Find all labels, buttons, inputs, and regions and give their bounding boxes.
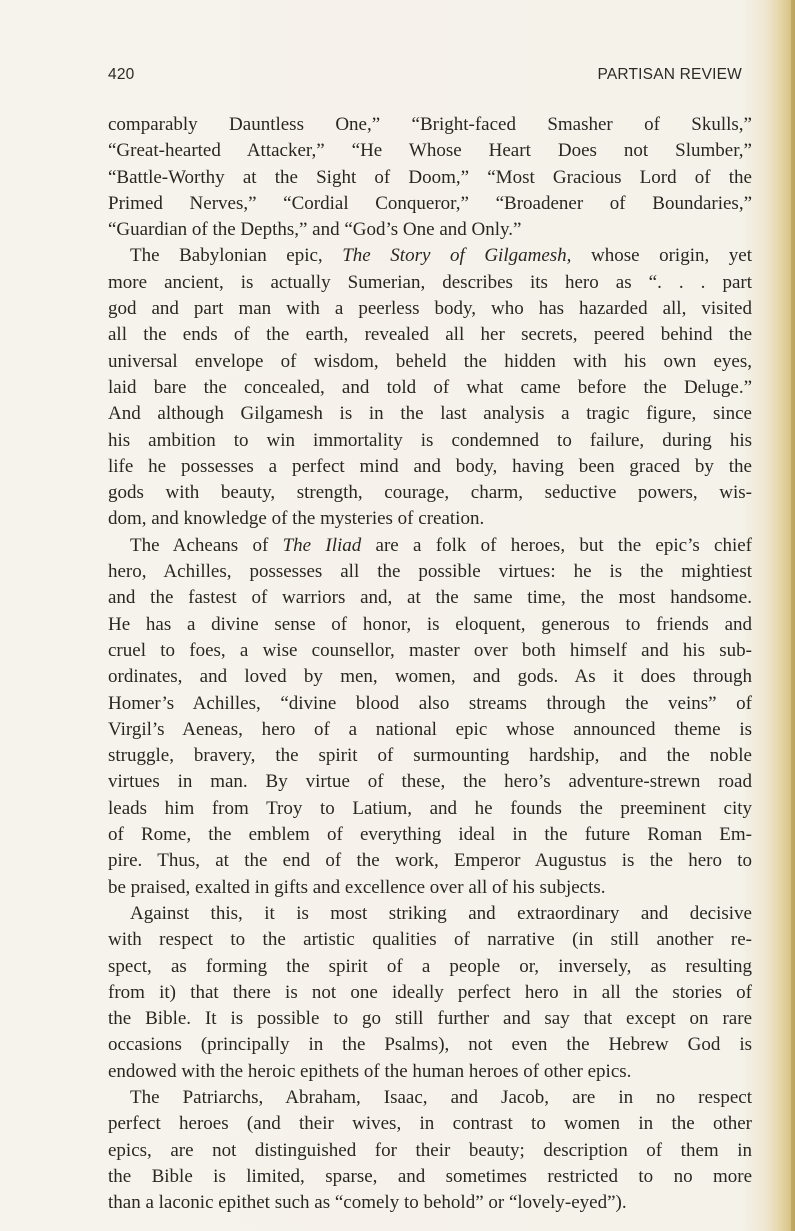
text-segment: “Great-hearted Attacker,” “He Whose Heart Does not Slumber,” xyxy=(108,140,752,162)
text-segment: the Bible. It is possible to go still further and say that except on rare xyxy=(108,1008,752,1030)
text-line xyxy=(108,296,752,322)
text-segment: from it) that there is not one ideally perfect hero in all the stories of xyxy=(108,981,752,1003)
text-line xyxy=(108,638,752,664)
text-segment: The Babylonian epic, xyxy=(130,245,343,267)
page-edge xyxy=(791,0,795,1231)
text-line xyxy=(108,1059,752,1085)
text-line xyxy=(108,1190,752,1216)
text-line xyxy=(108,585,752,611)
text-line xyxy=(108,322,752,348)
paragraph xyxy=(108,901,752,1085)
text-segment: perfect heroes (and their wives, in contrast to women in the other xyxy=(108,1113,752,1135)
text-line xyxy=(108,1138,752,1164)
text-segment: be praised, exalted in gifts and excellence over all of his subjects. xyxy=(108,876,606,898)
paragraph xyxy=(108,243,752,532)
text-segment: life he possesses a perfect mind and body, having been graced by the xyxy=(108,455,752,477)
text-line xyxy=(108,717,752,743)
text-segment: occasions (principally in the Psalms), not even the Hebrew God is xyxy=(108,1034,752,1056)
text-segment: ordinates, and loved by men, women, and gods. As it does through xyxy=(108,666,752,688)
article-body xyxy=(108,112,752,1216)
text-segment: whose origin, yet xyxy=(571,245,752,267)
paragraph xyxy=(108,112,752,243)
text-line xyxy=(108,217,752,243)
text-line xyxy=(108,769,752,795)
text-line xyxy=(108,927,752,953)
journal-title: PARTISAN REVIEW xyxy=(597,66,742,83)
text-segment: dom, and knowledge of the mysteries of creation. xyxy=(108,508,485,530)
running-header xyxy=(108,66,742,88)
text-line xyxy=(108,243,752,269)
text-line xyxy=(108,1006,752,1032)
text-segment: “Battle-Worthy at the Sight of Doom,” “Most Gracious Lord of the xyxy=(108,166,752,188)
text-line xyxy=(108,138,752,164)
text-segment: his ambition to win immortality is condemned to failure, during his xyxy=(108,429,752,451)
text-segment: The Patriarchs, Abraham, Isaac, and Jacob, are in no respect xyxy=(130,1086,752,1108)
text-segment: with respect to the artistic qualities of narrative (in still another re- xyxy=(108,929,752,951)
text-line xyxy=(108,559,752,585)
text-segment: virtues in man. By virtue of these, the hero’s adventure-strewn road xyxy=(108,771,752,793)
text-line xyxy=(108,664,752,690)
text-line xyxy=(108,112,752,138)
text-line xyxy=(108,1164,752,1190)
text-segment: of Rome, the emblem of everything ideal in the future Roman Em- xyxy=(108,824,752,846)
text-segment: Against this, it is most striking and extraordinary and decisive xyxy=(130,902,752,924)
text-line xyxy=(108,691,752,717)
text-line xyxy=(108,349,752,375)
text-line xyxy=(108,875,752,901)
text-line xyxy=(108,270,752,296)
text-segment: He has a divine sense of honor, is eloquent, generous to friends and xyxy=(108,613,752,635)
text-line xyxy=(108,506,752,532)
text-line xyxy=(108,375,752,401)
text-segment: the Bible is limited, sparse, and sometimes restricted to no more xyxy=(108,1165,752,1187)
paragraph xyxy=(108,533,752,901)
text-segment: Homer’s Achilles, “divine blood also streams through the veins” of xyxy=(108,692,752,714)
text-segment: cruel to foes, a wise counsellor, master over both himself and his sub- xyxy=(108,639,752,661)
text-segment: universal envelope of wisdom, beheld the hidden with his own eyes, xyxy=(108,350,752,372)
italic-title: The Iliad xyxy=(282,534,362,556)
text-line xyxy=(108,954,752,980)
text-segment: “Guardian of the Depths,” and “God’s One and Only.” xyxy=(108,219,522,241)
text-line xyxy=(108,743,752,769)
text-line xyxy=(108,1032,752,1058)
text-line xyxy=(108,901,752,927)
text-segment: struggle, bravery, the spirit of surmounting hardship, and the noble xyxy=(108,745,752,767)
text-segment: spect, as forming the spirit of a people or, inversely, as resulting xyxy=(108,955,752,977)
page-number: 420 xyxy=(108,66,135,83)
text-segment: laid bare the concealed, and told of what came before the Deluge.” xyxy=(108,376,752,398)
text-segment: Virgil’s Aeneas, hero of a national epic whose announced theme is xyxy=(108,718,752,740)
text-segment: comparably Dauntless One,” “Bright-faced Smasher of Skulls,” xyxy=(108,114,752,135)
text-segment: Primed Nerves,” “Cordial Conqueror,” “Broadener of Boundaries,” xyxy=(108,192,752,214)
text-segment: all the ends of the earth, revealed all her secrets, peered behind the xyxy=(108,324,752,346)
text-segment: endowed with the heroic epithets of the human heroes of other epics. xyxy=(108,1060,632,1082)
text-line xyxy=(108,1085,752,1111)
italic-title: The Story of Gilgamesh, xyxy=(342,245,572,267)
text-line xyxy=(108,612,752,638)
text-segment: The Acheans of xyxy=(130,534,283,556)
text-segment: epics, are not distinguished for their beauty; description of them in xyxy=(108,1139,752,1161)
text-segment: are a folk of heroes, but the epic’s chief xyxy=(361,534,752,556)
text-line xyxy=(108,191,752,217)
text-line xyxy=(108,401,752,427)
text-line xyxy=(108,428,752,454)
text-segment: than a laconic epithet such as “comely to behold” or “lovely-eyed”). xyxy=(108,1192,627,1214)
text-line xyxy=(108,1111,752,1137)
text-line xyxy=(108,822,752,848)
text-segment: more ancient, is actually Sumerian, describes its hero as “. . . part xyxy=(108,271,752,293)
text-segment: hero, Achilles, possesses all the possible virtues: he is the mightiest xyxy=(108,561,752,583)
text-segment: And although Gilgamesh is in the last analysis a tragic figure, since xyxy=(108,403,752,425)
text-segment: leads him from Troy to Latium, and he founds the preeminent city xyxy=(108,797,752,819)
text-line xyxy=(108,980,752,1006)
text-line xyxy=(108,480,752,506)
text-segment: and the fastest of warriors and, at the same time, the most handsome. xyxy=(108,587,752,609)
text-line xyxy=(108,533,752,559)
text-segment: pire. Thus, at the end of the work, Emperor Augustus is the hero to xyxy=(108,850,752,872)
text-line xyxy=(108,848,752,874)
text-segment: god and part man with a peerless body, who has hazarded all, visited xyxy=(108,298,752,320)
text-segment: gods with beauty, strength, courage, charm, seductive powers, wis- xyxy=(108,482,752,504)
text-line xyxy=(108,454,752,480)
text-line xyxy=(108,796,752,822)
paragraph xyxy=(108,1085,752,1216)
text-line xyxy=(108,165,752,191)
